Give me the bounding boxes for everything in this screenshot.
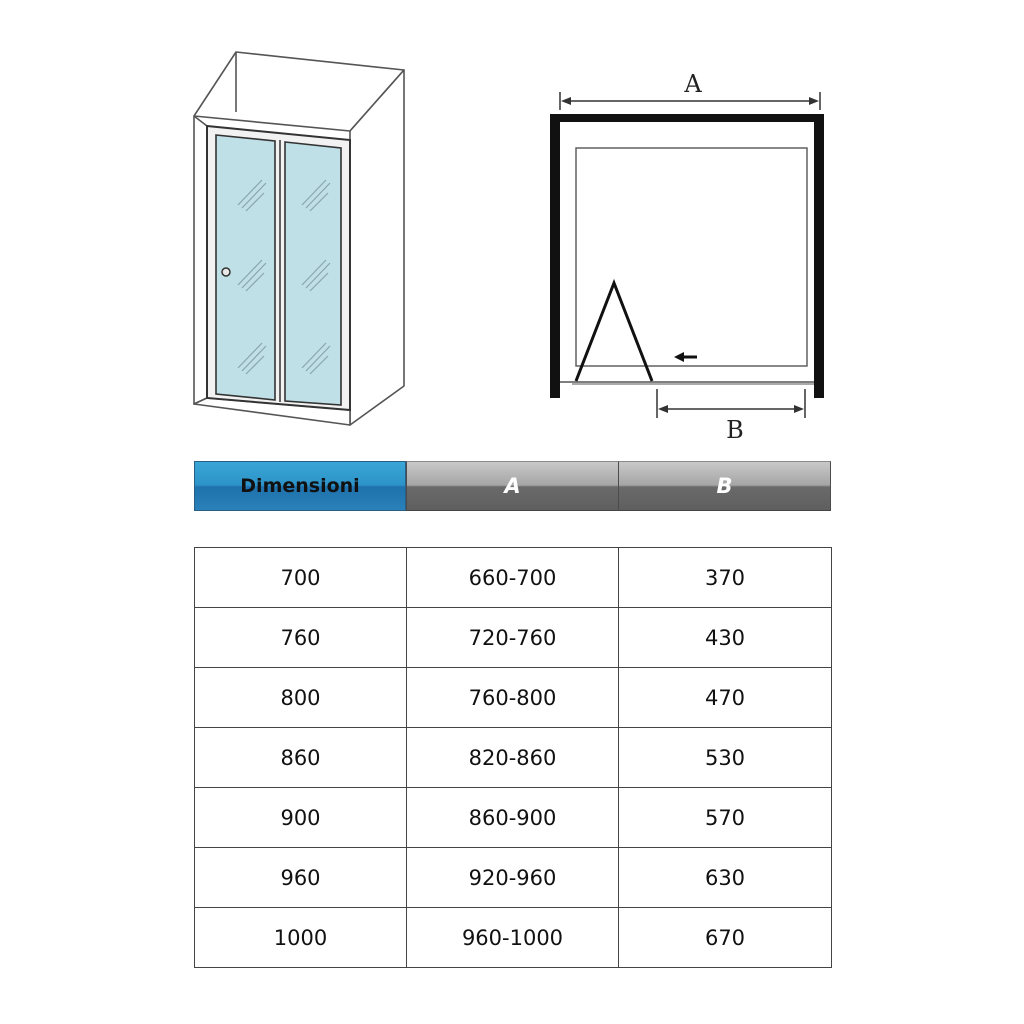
- right-wall-post: [814, 114, 824, 398]
- cell-dimensioni: 860: [195, 728, 407, 788]
- cell-b: 470: [619, 668, 832, 728]
- table-row: [195, 848, 832, 908]
- table-header: [194, 461, 831, 511]
- cell-a: 960-1000: [407, 908, 619, 968]
- header-a-label: A: [504, 474, 521, 498]
- door-knob-icon: [222, 268, 230, 276]
- cell-b: 570: [619, 788, 832, 848]
- left-wall-post: [550, 114, 560, 398]
- table-row: [195, 548, 832, 608]
- cell-dimensioni: 960: [195, 848, 407, 908]
- cell-dimensioni: 900: [195, 788, 407, 848]
- cell-a: 860-900: [407, 788, 619, 848]
- cell-dimensioni: 1000: [195, 908, 407, 968]
- cell-a: 920-960: [407, 848, 619, 908]
- cell-b: 530: [619, 728, 832, 788]
- header-dimensioni: [194, 461, 406, 511]
- cell-a: 760-800: [407, 668, 619, 728]
- header-b: [618, 461, 831, 511]
- plan-view-diagram: [550, 70, 824, 444]
- table-row: [195, 728, 832, 788]
- cell-dimensioni: 800: [195, 668, 407, 728]
- table-row: [195, 908, 832, 968]
- inner-tray: [576, 148, 807, 366]
- top-rail: [550, 114, 824, 122]
- cell-b: 370: [619, 548, 832, 608]
- cell-b: 430: [619, 608, 832, 668]
- cell-a: 820-860: [407, 728, 619, 788]
- cell-dimensioni: 700: [195, 548, 407, 608]
- cell-dimensioni: 760: [195, 608, 407, 668]
- shower-enclosure-illustration: [0, 0, 1024, 450]
- right-wall: [350, 70, 404, 425]
- table-row: [195, 668, 832, 728]
- header-b-label: B: [716, 474, 733, 498]
- cell-a: 660-700: [407, 548, 619, 608]
- header-a: [406, 461, 618, 511]
- cell-b: 630: [619, 848, 832, 908]
- cell-b: 670: [619, 908, 832, 968]
- left-wall: [194, 116, 207, 404]
- dimension-a-label: A: [684, 70, 702, 98]
- header-dimensioni-label: Dimensioni: [240, 475, 360, 497]
- table-row: [195, 608, 832, 668]
- slide-direction-arrow-icon: [674, 352, 697, 362]
- dimension-b-label: B: [726, 416, 744, 444]
- table-row: [195, 788, 832, 848]
- dimension-b-line: [657, 389, 805, 418]
- cell-a: 720-760: [407, 608, 619, 668]
- dimensions-table: [194, 547, 832, 968]
